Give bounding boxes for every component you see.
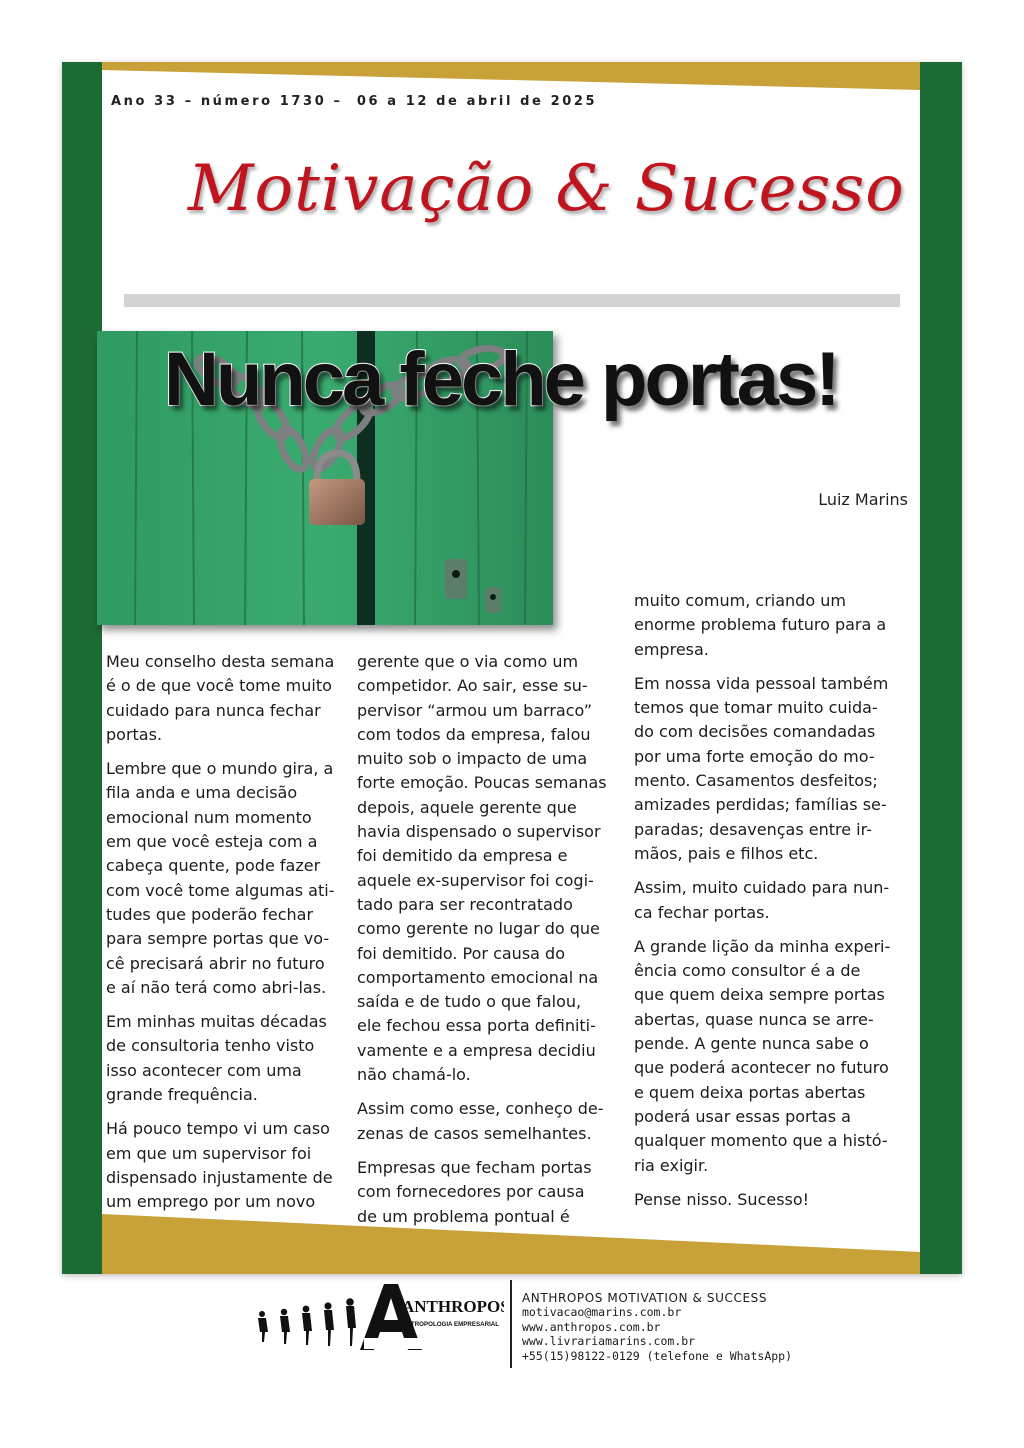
masthead-title: Motivação & Sucesso [188,152,905,226]
paragraph: gerente que o via como um competidor. Ao sair, esse su- pervisor “armou um barraco” com todos da empresa, falou muito sob o impacto de uma forte emoção. Poucas semanas depois, aquele gerente que havia dispensado o supervisor foi demitido da empresa e aquele ex-supervisor foi cogi- tado para ser recontratado como gerente no lugar do que foi demitido. Por causa do comportamento emocional na saída e de tudo o que falou, ele fechou essa porta definiti- vamente e a empresa decidiu não chamá-lo. [357,652,607,1085]
masthead-rule [124,294,900,307]
headline: Nunca feche portas! [164,337,838,422]
masthead [188,152,905,272]
paragraph: Em minhas muitas décadas de consultoria tenho visto isso acontecer com uma grande frequência. [106,1012,327,1105]
website-link[interactable]: www.anthropos.com.br [522,1319,661,1334]
paragraph: Lembre que o mundo gira, a fila anda e uma decisão emocional num momento em que você esteja com a cabeça quente, pode fazer com você tome algumas ati- tudes que poderão fechar para sempre portas que vo- cê precisará abrir no futuro e aí não terá como abri-las. [106,759,335,997]
article-column-1 [106,650,346,1225]
author-name: Luiz Marins [818,490,908,509]
paragraph: Empresas que fecham portas com fornecedores por causa de um problema pontual é [357,1157,592,1226]
paragraph: Assim como esse, conheço de- zenas de casos semelhantes. [357,1099,604,1143]
article-column-2 [357,650,607,1239]
anthropos-logo [252,1282,504,1352]
phone-number: +55(15)98122-0129 (telefone e WhatsApp) [522,1348,793,1363]
paragraph: muito comum, criando um enorme problema futuro para a empresa. [634,591,887,659]
bookstore-link[interactable]: www.livrariamarins.com.br [522,1334,696,1349]
paragraph: Há pouco tempo vi um caso em que um supervisor foi dispensado injustamente de um emprego por um novo [106,1119,333,1212]
email-link[interactable]: motivacao@marins.com.br [522,1305,682,1320]
green-band-right [920,62,962,1274]
logo-word: ANTHROPOS [402,1297,504,1316]
paragraph: Meu conselho desta semana é o de que você tome muito cuidado para nunca fechar portas. [106,652,335,744]
paragraph: Em nossa vida pessoal também temos que tomar muito cuida- do com decisões comandadas por uma forte emoção do mo- mento. Casamentos desfeitos; amizades perdidas; famílias se- paradas; desavenças entre ir- mãos, pais e filhos etc. [634,673,889,863]
green-band-left [62,62,102,1274]
company-name: ANTHROPOS MOTIVATION & SUCCESS [522,1291,768,1305]
paragraph: Assim, muito cuidado para nun- ca fechar portas. [634,878,890,922]
paragraph: Pense nisso. Sucesso! [634,1189,810,1209]
footer-divider [510,1280,512,1368]
paragraph: A grande lição da minha experi- ência como consultor é a de que quem deixa sempre portas abertas, quase nunca se arre- pende. A gente nunca sabe o que poderá acontecer no futuro e quem deixa portas abertas poderá usar essas portas a qualquer momento que a histó- ria exigir. [634,936,891,1175]
article-column-3 [634,589,899,1222]
logo-tagline: ANTROPOLOGIA EMPRESARIAL [402,1321,500,1328]
issue-line: Ano 33 – número 1730 – 06 a 12 de abril de 2025 [111,94,598,109]
footer-contact [522,1291,792,1363]
